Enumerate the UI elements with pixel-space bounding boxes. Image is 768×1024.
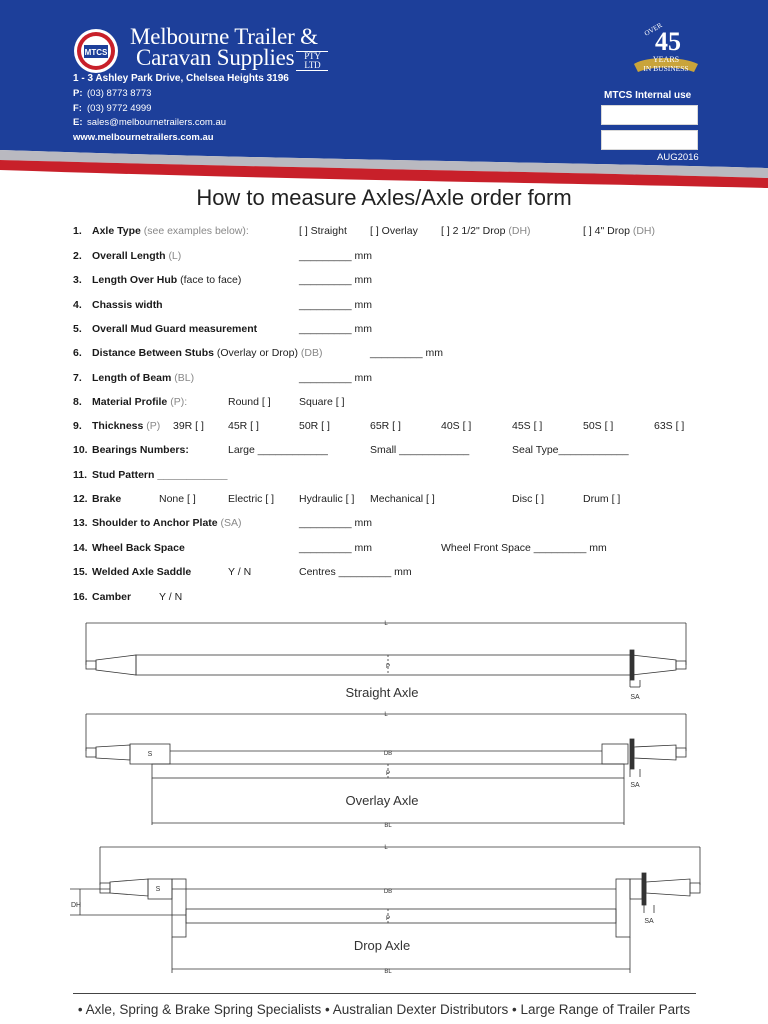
row-label: Overall Mud Guard measurement [92,323,258,335]
mm-field[interactable]: _________ mm [299,323,372,335]
option-63s[interactable]: 63S [ ] [654,420,685,432]
yes-no-choice[interactable]: Y / N [159,591,183,603]
yes-no-choice[interactable]: Y / N [228,566,252,578]
overlay-axle-title: Overlay Axle [345,793,419,808]
form-row-chassis-width [73,298,753,316]
overlay-axle-diagram [86,712,686,829]
option-39r[interactable]: 39R [ ] [173,420,204,432]
row-number: 8. [73,396,82,408]
company-name-line1: Melbourne Trailer & [130,24,318,49]
svg-text:L: L [384,621,388,627]
row-number: 9. [73,420,82,432]
svg-text:OVER: OVER [643,21,664,38]
option-45s[interactable]: 45S [ ] [512,420,543,432]
company-name-line2: Caravan Supplies [136,45,295,70]
website-link[interactable]: www.melbournetrailers.com.au [73,132,214,144]
row-number: 6. [73,347,82,359]
stud-pattern-field[interactable]: Stud Pattern ____________ [92,469,228,481]
form-row-mud-guard [73,322,753,340]
header-banner [0,0,768,190]
row-number: 14. [73,542,88,554]
svg-text:45: 45 [655,27,681,56]
svg-text:DB: DB [383,889,393,895]
contact-details [73,72,289,146]
mm-field[interactable]: _________ mm [299,372,372,384]
page-title: How to measure Axles/Axle order form [196,185,572,210]
row-label: Overall Length (L) [92,250,182,262]
row-label: Camber [92,591,132,603]
45-years-badge-icon [628,20,704,80]
option-round[interactable]: Round [ ] [228,396,271,408]
axle-diagrams [0,615,768,985]
option-overlay[interactable]: [ ] Overlay [370,225,418,237]
svg-text:S: S [155,886,161,893]
form-row-shoulder-to-anchor [73,516,753,534]
svg-text:L: L [384,712,388,718]
fax-number: (03) 9772 4999 [87,102,152,114]
drop-axle-diagram [70,845,700,975]
form-row-brake [73,492,753,510]
bearing-small-field[interactable]: Small ____________ [370,444,470,456]
mm-field[interactable]: _________ mm [299,542,372,554]
email-address[interactable]: sales@melbournetrailers.com.au [87,117,227,129]
row-number: 12. [73,493,88,505]
option-disc[interactable]: Disc [ ] [512,493,545,505]
straight-axle-title: Straight Axle [345,685,419,700]
mm-field[interactable]: _________ mm [299,274,372,286]
address: 1 - 3 Ashley Park Drive, Chelsea Heights 3196 [73,73,289,84]
svg-text:BL: BL [384,969,392,975]
form-row-overall-length [73,249,753,267]
form-row-material-profile [73,395,753,413]
footer-tagline: • Axle, Spring & Brake Spring Specialists • Australian Dexter Distributors • Large Range of Trailer Parts [77,1002,691,1017]
drop-axle-title: Drop Axle [353,938,411,953]
svg-text:SA: SA [644,918,654,925]
mm-field[interactable]: _________ mm [299,299,372,311]
row-number: 10. [73,444,88,456]
svg-text:MTCS: MTCS [84,48,108,57]
mm-field[interactable]: _________ mm [370,347,443,359]
form-row-wheel-back-space [73,541,753,559]
form-row-stud-pattern [73,468,753,486]
internal-use-label: MTCS Internal use [604,90,692,101]
form-row-bearings [73,443,753,461]
option-45r[interactable]: 45R [ ] [228,420,259,432]
option-40s[interactable]: 40S [ ] [441,420,472,432]
svg-text:SA: SA [630,694,640,701]
row-label: Length of Beam (BL) [92,372,195,384]
phone-label: P: [73,87,83,99]
email-label: E: [73,117,83,129]
company-logo-icon [73,28,119,74]
row-label: Material Profile (P): [92,396,188,408]
svg-text:DB: DB [383,751,393,757]
wheel-front-space-field[interactable]: Wheel Front Space _________ mm [441,542,607,554]
internal-use-field-1[interactable] [601,105,698,125]
form-row-thickness [73,419,753,437]
row-label: Shoulder to Anchor Plate (SA) [92,517,242,529]
svg-text:YEARS: YEARS [652,55,680,64]
mm-field[interactable]: _________ mm [299,517,372,529]
svg-text:P: P [385,664,391,670]
row-number: 13. [73,517,88,529]
svg-text:DH: DH [70,902,82,909]
mm-field[interactable]: _________ mm [299,250,372,262]
form-row-axle-type [73,224,753,242]
option-50r[interactable]: 50R [ ] [299,420,330,432]
form-row-distance-between-stubs [73,346,753,364]
row-number: 16. [73,591,88,603]
option-square[interactable]: Square [ ] [299,396,345,408]
svg-text:P: P [385,771,391,777]
row-number: 1. [73,225,82,237]
option-65r[interactable]: 65R [ ] [370,420,401,432]
row-number: 7. [73,372,82,384]
company-name [130,26,328,71]
fax-label: F: [73,102,82,114]
centres-field[interactable]: Centres _________ mm [299,566,412,578]
row-number: 3. [73,274,82,286]
form-row-welded-axle-saddle [73,565,753,583]
option-50s[interactable]: 50S [ ] [583,420,614,432]
option-none[interactable]: None [ ] [159,493,196,505]
option-electric[interactable]: Electric [ ] [228,493,275,505]
row-label: Welded Axle Saddle [92,566,192,578]
row-label: Thickness (P) [92,420,161,432]
row-number: 11. [73,469,88,481]
row-label: Length Over Hub (face to face) [92,274,242,286]
row-label: Wheel Back Space [92,542,185,554]
option-4-drop[interactable]: [ ] 4" Drop (DH) [583,225,656,237]
option-2-5-drop[interactable]: [ ] 2 1/2" Drop (DH) [441,225,531,237]
form-row-camber [73,590,753,608]
row-label: Distance Between Stubs (Overlay or Drop) (DB) [92,347,323,359]
row-label: Brake [92,493,122,505]
svg-text:SA: SA [630,782,640,789]
option-drum[interactable]: Drum [ ] [583,493,621,505]
row-number: 2. [73,250,82,262]
option-mechanical[interactable]: Mechanical [ ] [370,493,435,505]
svg-text:L: L [384,845,388,851]
row-number: 5. [73,323,82,335]
svg-text:P: P [385,916,391,922]
row-label: Bearings Numbers: [92,444,189,456]
row-number: 15. [73,566,88,578]
row-number: 4. [73,299,82,311]
seal-type-field[interactable]: Seal Type____________ [512,444,629,456]
row-label: Axle Type (see examples below): [92,225,249,237]
form-row-length-of-beam [73,371,753,389]
option-straight[interactable]: [ ] Straight [299,225,347,237]
form-row-length-over-hub [73,273,753,291]
internal-use-field-2[interactable] [601,130,698,150]
bearing-large-field[interactable]: Large ____________ [228,444,328,456]
phone-number: (03) 8773 8773 [87,87,152,99]
svg-text:IN BUSINESS: IN BUSINESS [643,64,689,73]
company-suffix: PTY LTD [296,51,328,71]
svg-text:S: S [147,751,153,758]
form-code: AUG2016 [657,152,699,163]
footer-divider [73,993,696,994]
svg-text:BL: BL [384,823,392,829]
option-hydraulic[interactable]: Hydraulic [ ] [299,493,355,505]
row-label: Chassis width [92,299,163,311]
